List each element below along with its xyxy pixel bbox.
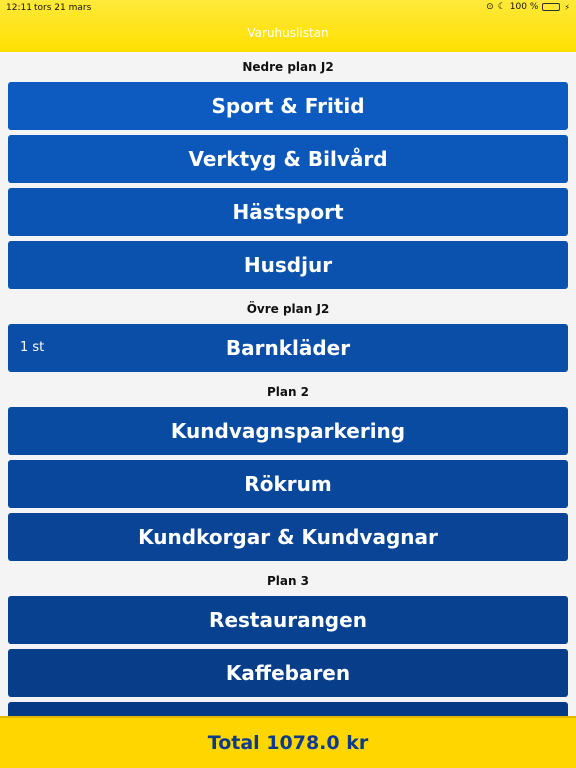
department-list[interactable]: [0, 52, 576, 716]
department-label: Kundvagnsparkering: [170, 419, 406, 443]
department-row[interactable]: [8, 596, 568, 644]
department-label: Kundkorgar & Kundvagnar: [138, 525, 438, 549]
department-label: Kaffebaren: [225, 661, 351, 685]
department-row[interactable]: [8, 135, 568, 183]
department-label: Barnkläder: [225, 336, 351, 360]
department-row[interactable]: [8, 460, 568, 508]
quantity-label: 1 st: [20, 340, 45, 355]
department-row[interactable]: [8, 324, 568, 372]
charging-icon: ⚡: [564, 2, 570, 12]
department-label: Husdjur: [243, 253, 333, 277]
battery-icon: [542, 3, 560, 11]
navigation-bar: [0, 0, 576, 52]
status-time: 12:11: [6, 3, 32, 13]
department-row[interactable]: [8, 513, 568, 561]
total-label: Total 1078.0 kr: [207, 732, 369, 754]
department-label: Hästsport: [232, 200, 344, 224]
total-bar[interactable]: [0, 716, 576, 768]
department-label: Rökrum: [244, 472, 332, 496]
moon-icon: ☾: [497, 2, 506, 12]
department-row[interactable]: [8, 407, 568, 455]
department-label: Sport & Fritid: [211, 94, 365, 118]
department-row[interactable]: [8, 241, 568, 289]
section-header: Plan 3: [266, 574, 310, 588]
section-header: Nedre plan J2: [242, 60, 334, 74]
section-header: Plan 2: [266, 385, 310, 399]
screen-lock-icon: ⊙: [486, 2, 494, 12]
department-row[interactable]: [8, 188, 568, 236]
department-label: Verktyg & Bilvård: [188, 147, 388, 171]
battery-percent: 100 %: [509, 2, 539, 12]
department-row[interactable]: [8, 649, 568, 697]
department-label: Restaurangen: [209, 608, 367, 632]
status-right: [486, 2, 570, 12]
section-header: Övre plan J2: [246, 302, 330, 316]
department-row[interactable]: [8, 82, 568, 130]
status-bar: [0, 0, 576, 16]
page-title: Varuhuslistan: [247, 26, 329, 40]
status-date: tors 21 mars: [34, 3, 92, 13]
